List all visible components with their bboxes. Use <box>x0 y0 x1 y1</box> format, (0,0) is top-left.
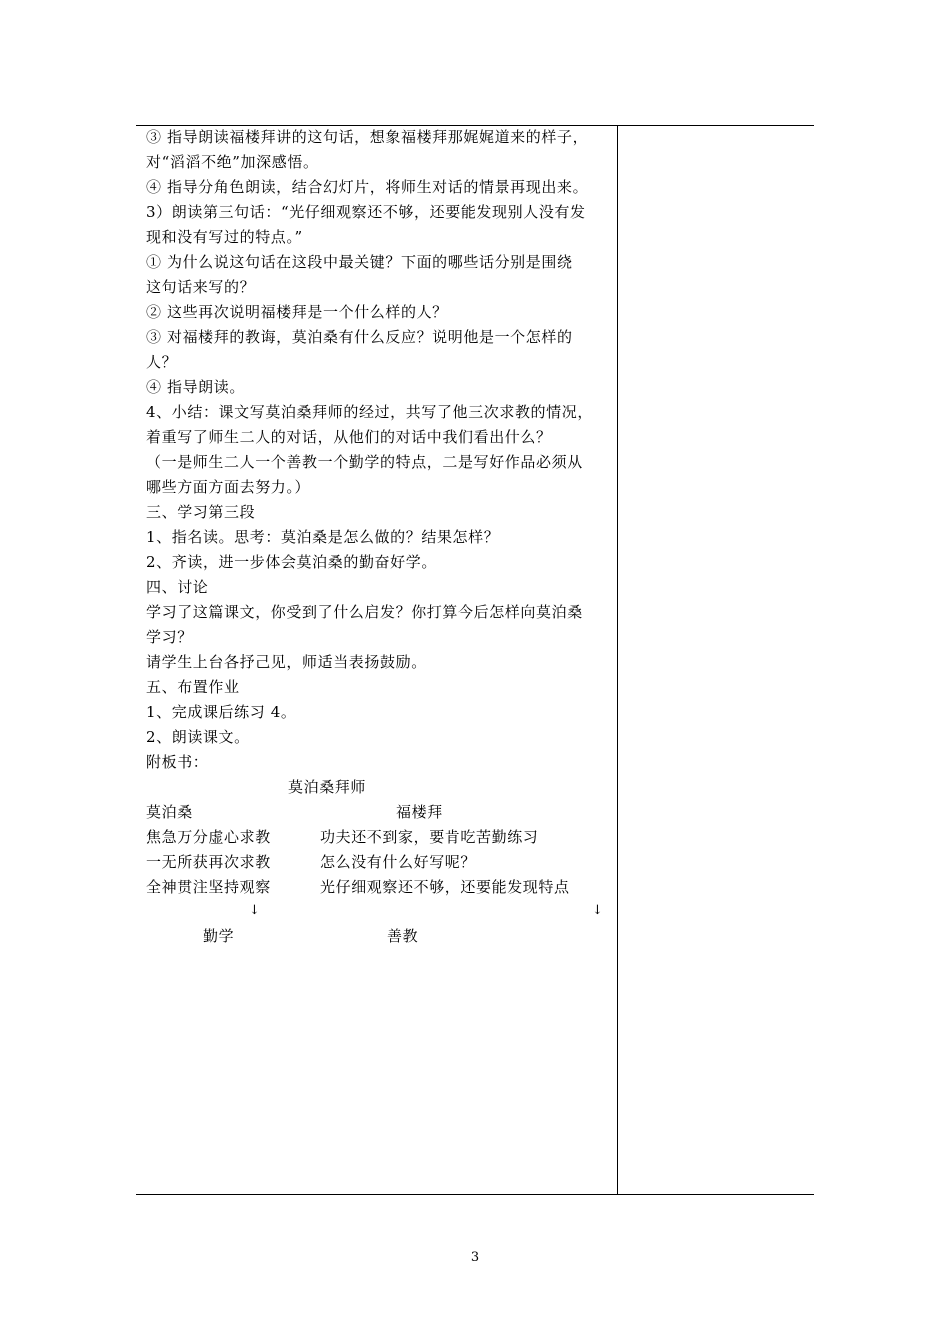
text-line: 4、小结：课文写莫泊桑拜师的经过，共写了他三次求教的情况， <box>146 403 593 421</box>
text-line: 1、完成课后练习 4。 <box>146 703 297 721</box>
text-line: 3）朗读第三句话：“光仔细观察还不够，还要能发现别人没有发 <box>146 203 586 221</box>
table-column-divider <box>617 125 618 1194</box>
text-line: 哪些方面方面去努力。） <box>146 478 311 496</box>
board-right-row: 光仔细观察还不够，还要能发现特点 <box>320 878 570 896</box>
text-line: ④ 指导朗读。 <box>146 378 245 396</box>
text-line: 2、齐读，进一步体会莫泊桑的勤奋好学。 <box>146 553 437 571</box>
page-number: 3 <box>470 1250 480 1265</box>
board-left-row: 焦急万分虚心求教 <box>146 828 271 846</box>
board-left-row: 全神贯注坚持观察 <box>146 878 271 896</box>
board-right-row: 怎么没有什么好写呢？ <box>320 853 477 871</box>
text-line: 学习？ <box>146 628 193 646</box>
text-line: 附板书： <box>146 753 209 771</box>
text-line: 人？ <box>146 353 178 371</box>
section-heading: 三、学习第三段 <box>146 503 256 521</box>
text-line: ③ 对福楼拜的教诲，莫泊桑有什么反应？说明他是一个怎样的 <box>146 328 573 346</box>
text-line: 这句话来写的？ <box>146 278 256 296</box>
text-line: 对“滔滔不绝”加深感悟。 <box>146 153 319 171</box>
board-title: 莫泊桑拜师 <box>288 778 367 796</box>
text-line: 现和没有写过的特点。” <box>146 228 303 246</box>
table-bottom-border <box>136 1194 814 1195</box>
text-line: ② 这些再次说明福楼拜是一个什么样的人？ <box>146 303 448 321</box>
text-line: 1、指名读。思考：莫泊桑是怎么做的？结果怎样？ <box>146 528 500 546</box>
board-left-header: 莫泊桑 <box>146 803 193 821</box>
text-line: 请学生上台各抒己见，师适当表扬鼓励。 <box>146 653 427 671</box>
text-line: 学习了这篇课文，你受到了什么启发？你打算今后怎样向莫泊桑 <box>146 603 583 621</box>
board-right-result: 善教 <box>387 927 419 945</box>
text-line: （一是师生二人一个善教一个勤学的特点，二是写好作品必须从 <box>146 453 583 471</box>
table-top-border <box>136 125 814 126</box>
down-arrow-icon: ↓ <box>249 903 260 918</box>
board-left-row: 一无所获再次求教 <box>146 853 271 871</box>
board-right-row: 功夫还不到家，要肯吃苦勤练习 <box>320 828 539 846</box>
board-left-result: 勤学 <box>203 927 235 945</box>
down-arrow-icon: ↓ <box>592 903 603 918</box>
section-heading: 四、讨论 <box>146 578 209 596</box>
section-heading: 五、布置作业 <box>146 678 240 696</box>
text-line: ④ 指导分角色朗读，结合幻灯片，将师生对话的情景再现出来。 <box>146 178 589 196</box>
text-line: ① 为什么说这句话在这段中最关键？下面的哪些话分别是围绕 <box>146 253 573 271</box>
text-line: 2、朗读课文。 <box>146 728 250 746</box>
text-line: ③ 指导朗读福楼拜讲的这句话，想象福楼拜那娓娓道来的样子， <box>146 128 589 146</box>
board-right-header: 福楼拜 <box>396 803 443 821</box>
text-line: 着重写了师生二人的对话，从他们的对话中我们看出什么？ <box>146 428 552 446</box>
